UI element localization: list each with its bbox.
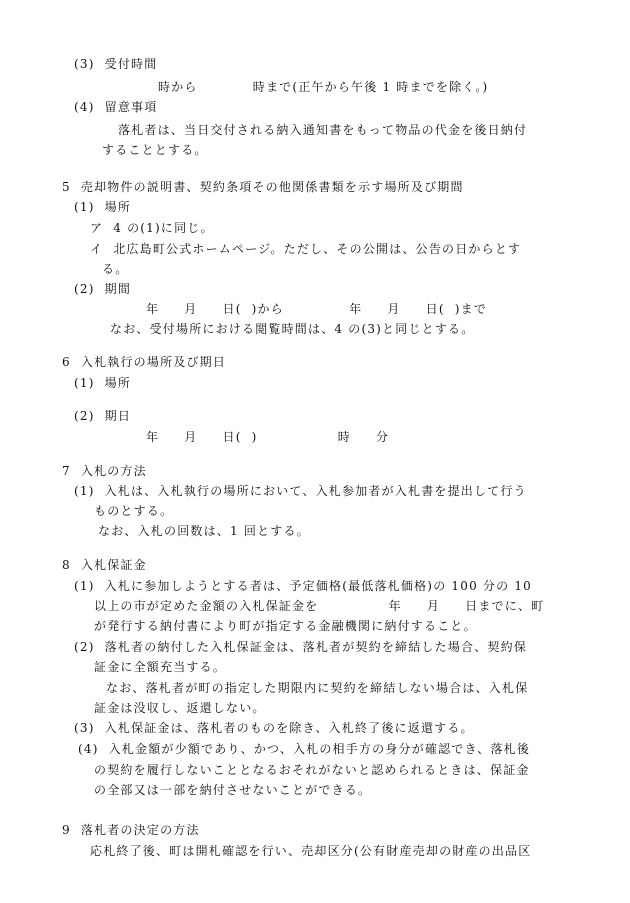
section-5-item-1-heading: (1) 場所 bbox=[74, 200, 132, 214]
viewing-hours-note: なお、受付場所における閲覧時間は、4 の(3)と同じとする。 bbox=[110, 322, 475, 336]
section-8-item-2-note-line-1: なお、落札者が町の指定した期限内に契約を締結しない場合は、入札保 bbox=[106, 681, 529, 695]
section-8-item-4-line-3: の全部又は一部を納付させないことができる。 bbox=[94, 783, 372, 797]
reception-time-line: 時から 時まで(正午から午後 1 時までを除く。) bbox=[158, 80, 489, 94]
section-8-item-2-line-1: (2) 落札者の納付した入札保証金は、落札者が契約を締結した場合、契約保 bbox=[74, 640, 528, 654]
section-5-item-i-line-2: る。 bbox=[102, 262, 129, 276]
section-6-heading: 6 入札執行の場所及び期日 bbox=[62, 355, 227, 369]
notes-paragraph-line-1: 落札者は、当日交付される納入通知書をもって物品の代金を後日納付 bbox=[118, 123, 528, 137]
section-5-item-a: ア 4 の(1)に同じ。 bbox=[90, 221, 214, 235]
period-line: 年 月 日( )から 年 月 日( )まで bbox=[146, 302, 488, 316]
section-7-item-1-line-1: (1) 入札は、入札執行の場所において、入札参加者が入札書を提出して行う bbox=[74, 484, 527, 498]
section-8-item-1-line-1: (1) 入札に参加しようとする者は、予定価格(最低落札価格)の 100 分の 10 bbox=[74, 579, 533, 593]
section-7-note: なお、入札の回数は、1 回とする。 bbox=[98, 524, 310, 538]
section-8-item-3: (3) 入札保証金は、落札者のものを除き、入札終了後に返還する。 bbox=[74, 721, 474, 735]
notes-paragraph-line-2: することとする。 bbox=[102, 143, 208, 157]
section-7-item-1-line-2: ものとする。 bbox=[94, 504, 174, 518]
section-5-item-i-line-1: イ 北広島町公式ホームページ。ただし、その公開は、公告の日からとす bbox=[90, 242, 522, 256]
section-5-heading: 5 売却物件の説明書、契約条項その他関係書類を示す場所及び期間 bbox=[62, 180, 464, 194]
item-3-heading: (3) 受付時間 bbox=[74, 57, 158, 71]
section-8-item-2-line-2: 証金に全額充当する。 bbox=[94, 660, 227, 674]
section-6-item-2-heading: (2) 期日 bbox=[74, 409, 132, 423]
section-6-item-1-heading: (1) 場所 bbox=[74, 376, 132, 390]
section-8-item-1-line-2: 以上の市が定めた金額の入札保証金を 年 月 日までに、町 bbox=[94, 599, 545, 613]
item-4-heading: (4) 留意事項 bbox=[74, 100, 158, 114]
section-9-heading: 9 落札者の決定の方法 bbox=[62, 823, 200, 837]
section-8-item-4-line-1: (4) 入札金額が少額であり、かつ、入札の相手方の身分が確認でき、落札後 bbox=[78, 742, 531, 756]
date-line: 年 月 日( ) 時 分 bbox=[146, 430, 390, 444]
section-8-item-1-line-3: が発行する納付書により町が指定する金融機関に納付すること。 bbox=[94, 619, 477, 633]
section-5-item-2-heading: (2) 期間 bbox=[74, 282, 132, 296]
section-8-heading: 8 入札保証金 bbox=[62, 558, 147, 572]
section-9-paragraph-line-1: 応札終了後、町は開札確認を行い、売却区分(公有財産売却の財産の出品区 bbox=[90, 844, 532, 858]
section-8-item-4-line-2: の契約を履行しないこととなるおそれがないと認められるときは、保証金 bbox=[94, 763, 530, 777]
section-8-item-2-note-line-2: 証金は没収し、返還しない。 bbox=[94, 701, 266, 715]
section-7-heading: 7 入札の方法 bbox=[62, 464, 147, 478]
